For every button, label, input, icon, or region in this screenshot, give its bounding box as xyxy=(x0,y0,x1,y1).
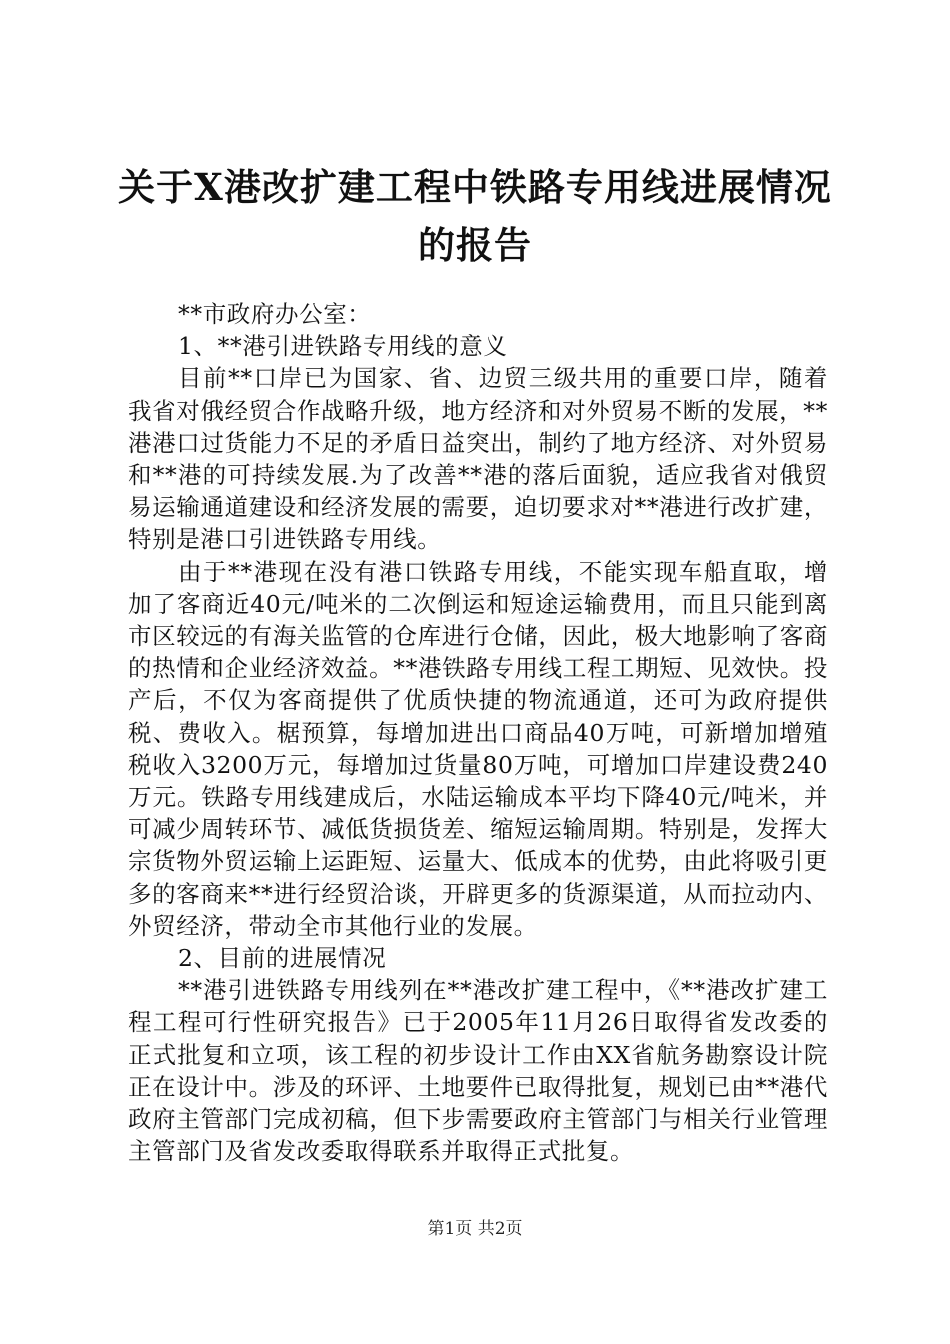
document-title: 关于X港改扩建工程中铁路专用线进展情况的报告 xyxy=(118,165,832,267)
body-paragraph-1: 目前**口岸已为国家、省、边贸三级共用的重要口岸，随着我省对俄经贸合作战略升级，地方经济和对外贸易不断的发展，**港港口过货能力不足的矛盾日益突出，制约了地方经济、对外贸易和**港的可持续发展.为了改善**港的落后面貌，适应我省对俄贸易运输通道建设和经济发展的需要，迫切要求对**港进行改扩建，特别是港口引进铁路专用线。 xyxy=(128,364,828,554)
page-number-footer: 第1页 共2页 xyxy=(427,1219,523,1239)
body-paragraph-3: **港引进铁路专用线列在**港改扩建工程中，《**港改扩建工程工程可行性研究报告》已于2005年11月26日取得省发改委的正式批复和立项，该工程的初步设计工作由XX省航务勘察设计院正在设计中。涉及的环评、土地要件已取得批复，规划已由**港代政府主管部门完成初稿，但下步需要政府主管部门与相关行业管理主管部门及省发改委取得联系并取得正式批复。 xyxy=(128,976,828,1166)
section-heading-2: 2、目前的进展情况 xyxy=(178,944,387,973)
section-heading-1: 1、**港引进铁路专用线的意义 xyxy=(178,332,508,361)
document-body xyxy=(128,298,828,1167)
body-paragraph-2: 由于**港现在没有港口铁路专用线，不能实现车船直取，增加了客商近40元/吨米的二次倒运和短途运输费用，而且只能到离市区较远的有海关监管的仓库进行仓储，因此，极大地影响了客商的热情和企业经济效益。**港铁路专用线工程工期短、见效快。投产后，不仅为客商提供了优质快捷的物流通道，还可为政府提供税、费收入。椐预算，每增加进出口商品40万吨，可新增加增殖税收入3200万元，每增加过货量80万吨，可增加口岸建设费240万元。铁路专用线建成后，水陆运输成本平均下降40元/吨米，并可减少周转环节、减低货损货差、缩短运输周期。特别是，发挥大宗货物外贸运输上运距短、运量大、低成本的优势，由此将吸引更多的客商来**进行经贸洽谈，开辟更多的货源渠道，从而拉动内、外贸经济，带动全市其他行业的发展。 xyxy=(128,557,828,940)
addressee: **市政府办公室： xyxy=(178,300,372,328)
